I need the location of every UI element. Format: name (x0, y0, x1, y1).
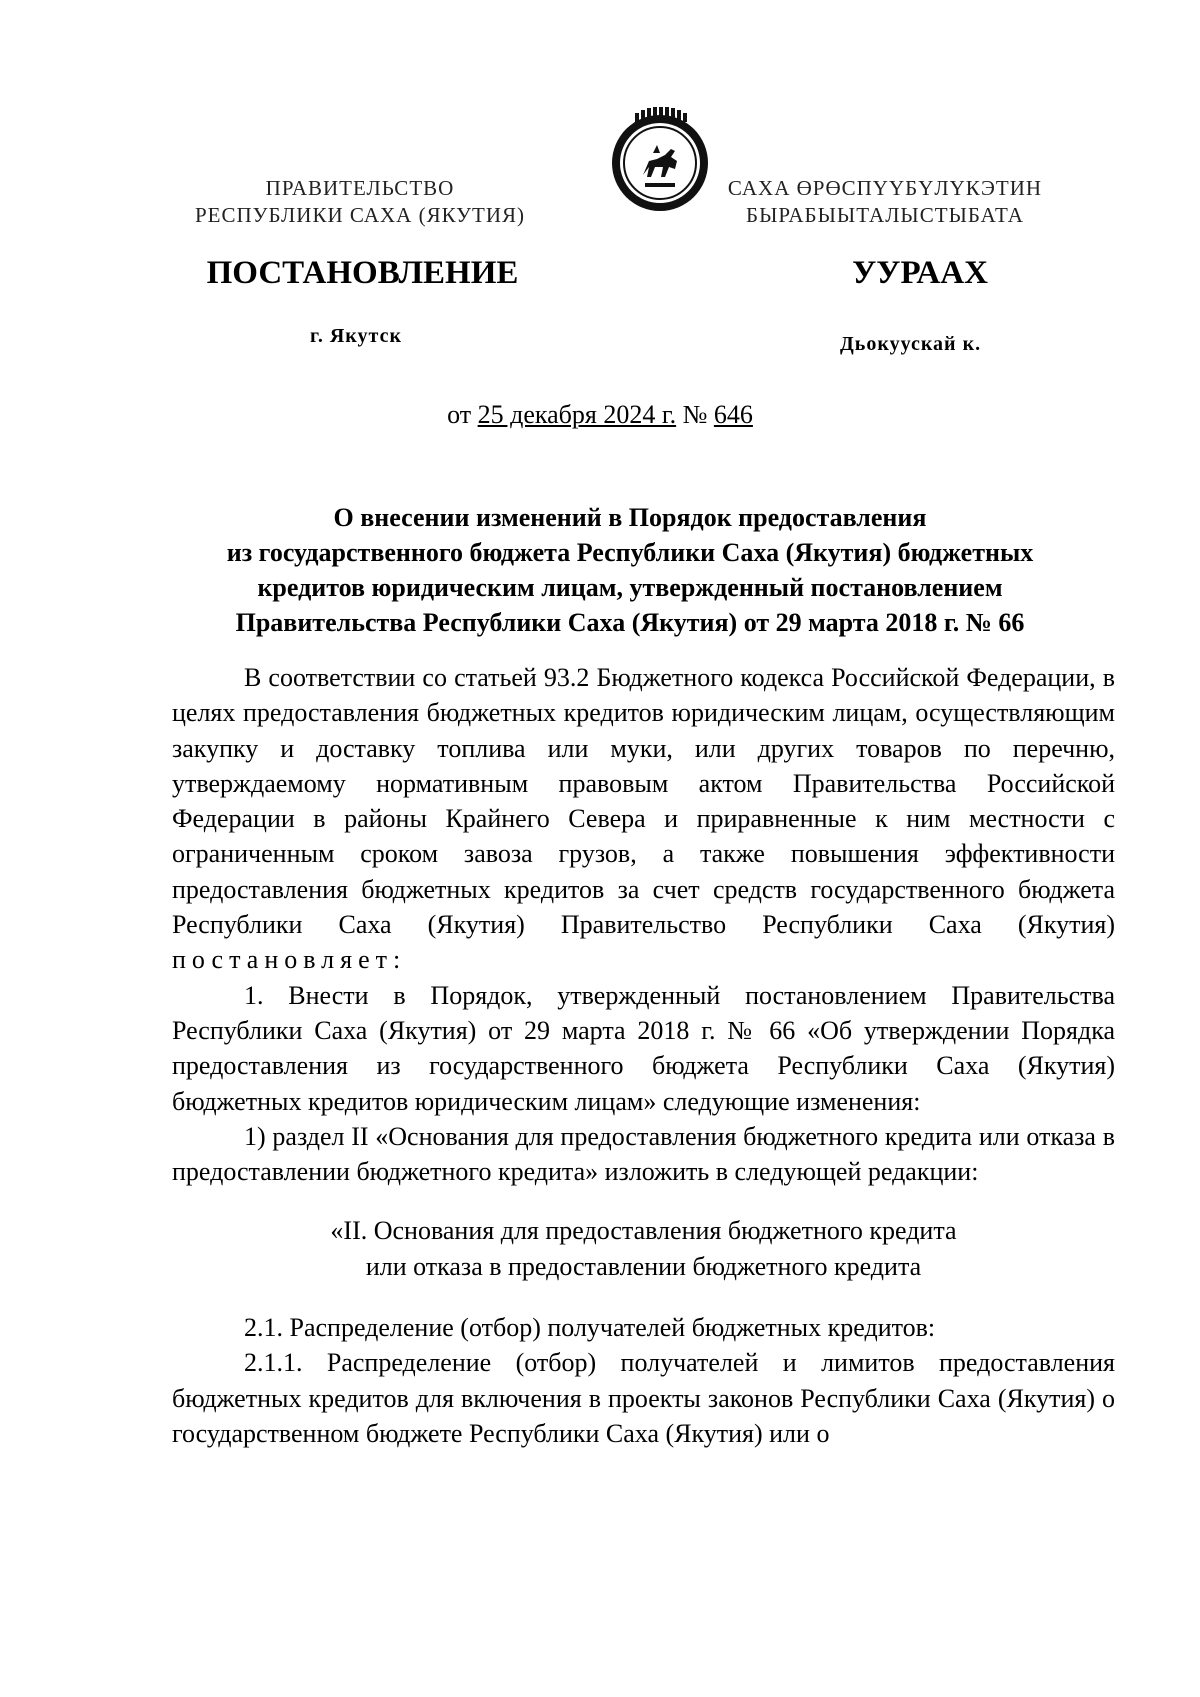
item-1-paragraph: 1. Внести в Порядок, утвержденный постановлением Правительства Республики Саха (Якутия) от 29 марта 2018 г. № 66 «Об утверждении Порядка предоставления из государственного бюджета Республики Саха (Якутия) бюджетных кредитов юридическим лицам» следующие изменения: (172, 980, 1115, 1116)
subitem-1-paragraph: 1) раздел II «Основания для предоставления бюджетного кредита или отказа в предоставлении бюджетного кредита» изложить в следующей редакции: (172, 1121, 1115, 1187)
document-body (172, 660, 1115, 1451)
document-date: 25 декабря 2024 г. (477, 400, 677, 429)
subject-line: О внесении изменений в Порядок предоставления (333, 503, 927, 532)
preamble-text: В соответствии со статьей 93.2 Бюджетного кодекса Российской Федерации, в целях предоставления бюджетных кредитов юридическим лицам, осуществляющим закупку и доставку топлива или муки, или других товаров по перечню, утверждаемому нормативным правовым актом Правительства Российской Федерации в районы Крайнего Севера и приравненные к ним местности с ограниченным сроком завоза грузов, а также повышения эффективности предоставления бюджетных кредитов за счет средств государственного бюджета Республики Саха (Якутия) Правительство Республики Саха (Якутия) (172, 663, 1115, 940)
clause-2-1-paragraph: 2.1. Распределение (отбор) получателей бюджетных кредитов: (244, 1313, 936, 1343)
header-right-line2: БЫРАБЫЫТАЛЫСТЫБАТА (746, 203, 1024, 227)
header-right (705, 175, 1065, 229)
subject-line: Правительства Республики Саха (Якутия) от 29 марта 2018 г. № 66 (235, 608, 1025, 637)
number-sign: № (676, 400, 714, 429)
section-heading (172, 1213, 1115, 1284)
header-left-line1: ПРАВИТЕЛЬСТВО (265, 176, 455, 200)
document-subject (160, 500, 1100, 640)
subject-line: из государственного бюджета Республики Саха (Якутия) бюджетных (226, 538, 1034, 567)
date-number-line (0, 400, 1200, 430)
subject-line: кредитов юридическим лицам, утвержденный постановлением (257, 573, 1003, 602)
header-right-line1: САХА ӨРӨСПҮҮБҮЛҮКЭТИН (727, 176, 1043, 200)
section-heading-line2: или отказа в предоставлении бюджетного кредита (365, 1251, 922, 1281)
header-left-line2: РЕСПУБЛИКИ САХА (ЯКУТИЯ) (194, 203, 526, 227)
clause-2-1-1-paragraph: 2.1.1. Распределение (отбор) получателей и лимитов предоставления бюджетных кредитов для включения в проекты законов Республики Саха (Якутия) о государственном бюджете Республики Саха (Якутия) или о (172, 1348, 1115, 1448)
place-sakha: Дьокуускай к. (840, 333, 982, 355)
preamble-paragraph (172, 660, 1115, 978)
doc-type-title-sakha: УУРААХ (852, 255, 988, 291)
resolves-word: постановляет: (172, 945, 407, 975)
coat-of-arms-icon (605, 105, 715, 215)
document-number: 646 (713, 400, 753, 429)
section-heading-line1: «II. Основания для предоставления бюджетного кредита (330, 1216, 957, 1246)
doc-type-title-ru: ПОСТАНОВЛЕНИЕ (206, 255, 519, 291)
place-ru: г. Якутск (310, 325, 402, 347)
date-prefix: от (447, 400, 478, 429)
header-left (160, 175, 560, 229)
